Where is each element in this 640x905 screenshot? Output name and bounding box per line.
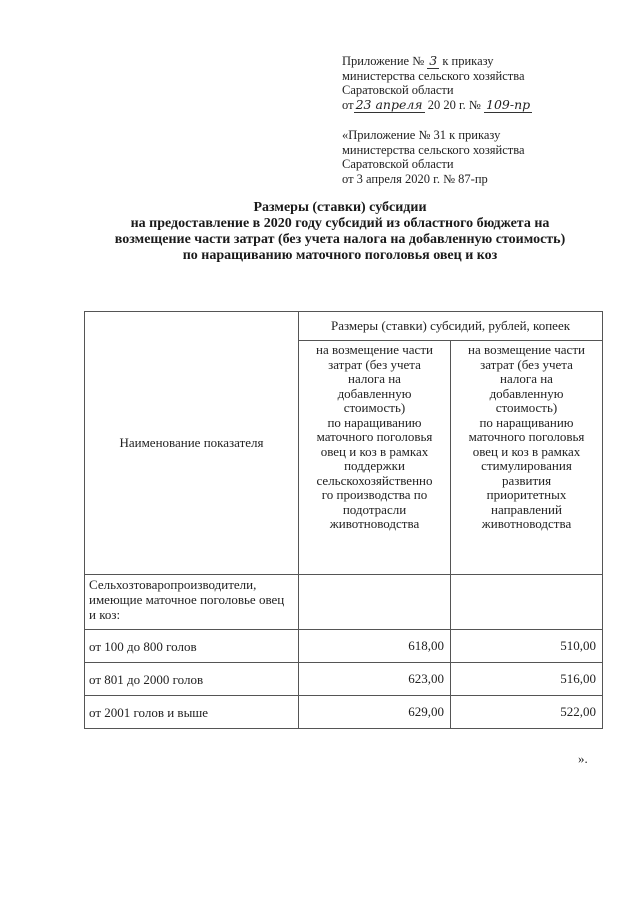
header-line: по наращиванию	[479, 414, 574, 430]
order-year: 20 20	[427, 97, 456, 112]
row-label: от 100 до 800 голов	[85, 630, 299, 663]
header-line: животноводства	[329, 516, 420, 531]
header-line: стимулирования	[481, 458, 572, 473]
row-value-support: 629,00	[299, 696, 451, 729]
header-line: затрат (без учета	[480, 356, 573, 372]
header-line: маточного поголовья	[468, 429, 585, 444]
appendix-number-handwritten: 3	[429, 53, 438, 68]
title-line2: на предоставление в 2020 году субсидий из областного бюджета на	[130, 216, 550, 231]
appendix-new-line1	[342, 54, 582, 69]
group-label: Сельхозтоваропроизводители, имеющие маточное поголовье овец и коз:	[85, 575, 299, 630]
header-line: поддержки	[344, 458, 405, 473]
order-date-handwritten: 23 апреля	[355, 96, 423, 112]
header-line: го производства по	[321, 487, 428, 502]
header-line: добавленную	[489, 385, 564, 401]
table-group-row	[85, 575, 603, 630]
document-title	[60, 200, 620, 264]
header-line: на возмещение части	[468, 342, 585, 357]
appendix-old-line3: Саратовской области	[342, 157, 454, 171]
title-line3: возмещение части затрат (без учета налога на добавленную стоимость)	[114, 232, 566, 247]
appendix-new-line4	[342, 98, 582, 113]
header-line: стоимость)	[343, 400, 406, 415]
header-line: налога на	[500, 371, 553, 386]
appendix-new-line3: Саратовской области	[342, 83, 454, 97]
order-number-prefix: г. №	[458, 97, 481, 112]
header-line: маточного поголовья	[316, 429, 433, 444]
appendix-old-line1: «Приложение № 31 к приказу	[342, 128, 501, 142]
header-line: стоимость)	[495, 400, 558, 415]
row-value-support: 618,00	[299, 630, 451, 663]
row-value-stimulation: 516,00	[451, 663, 603, 696]
table-header-row	[85, 312, 603, 341]
header-line: овец и коз в рамках	[472, 443, 581, 459]
header-line: животноводства	[481, 516, 572, 531]
header-line: на возмещение части	[316, 342, 433, 357]
appendix-number-prefix: Приложение №	[342, 54, 425, 68]
header-line: по наращиванию	[327, 414, 422, 430]
table-row	[85, 663, 603, 696]
header-indicator-name: Наименование показателя	[85, 312, 299, 575]
header-col-stimulation	[451, 341, 603, 575]
subsidy-rates-table	[84, 311, 603, 729]
header-line: добавленную	[337, 385, 412, 401]
row-label: от 2001 голов и выше	[85, 696, 299, 729]
title-line1: Размеры (ставки) субсидии	[253, 200, 427, 215]
order-date-prefix: от	[342, 97, 354, 112]
appendix-old-line2: министерства сельского хозяйства	[342, 142, 525, 157]
row-value-stimulation: 510,00	[451, 630, 603, 663]
closing-quote-mark: ».	[578, 751, 588, 766]
row-value-stimulation: 522,00	[451, 696, 603, 729]
appendix-old-block	[342, 128, 582, 186]
header-line: подотрасли	[342, 501, 407, 517]
group-empty-cell	[451, 575, 603, 630]
header-line: овец и коз в рамках	[320, 443, 429, 459]
header-line: затрат (без учета	[328, 356, 421, 372]
header-line: приоритетных	[486, 487, 567, 502]
header-line: развития	[501, 472, 552, 488]
row-value-support: 623,00	[299, 663, 451, 696]
table-row	[85, 630, 603, 663]
appendix-old-line4: от 3 апреля 2020 г. № 87-пр	[342, 171, 488, 186]
header-col-support	[299, 341, 451, 575]
header-line: сельскохозяйственно	[316, 472, 433, 488]
header-subsidy-group: Размеры (ставки) субсидий, рублей, копеек	[299, 312, 603, 341]
order-number-handwritten: 109-пр	[486, 96, 531, 112]
title-line4: по наращиванию маточного поголовья овец и коз	[182, 248, 498, 263]
appendix-new-block	[342, 54, 582, 112]
group-empty-cell	[299, 575, 451, 630]
header-line: налога на	[348, 371, 401, 386]
appendix-number-suffix: к приказу	[442, 54, 494, 68]
row-label: от 801 до 2000 голов	[85, 663, 299, 696]
appendix-new-line2: министерства сельского хозяйства	[342, 68, 525, 83]
header-line: направлений	[491, 501, 562, 517]
table-row	[85, 696, 603, 729]
